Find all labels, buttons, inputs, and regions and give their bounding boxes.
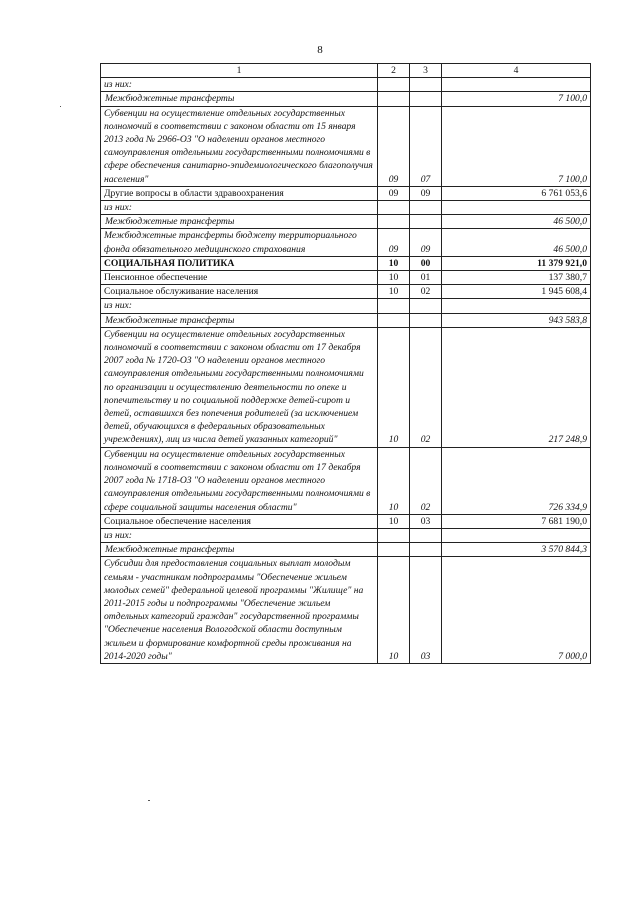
row-amount: 943 583,8 bbox=[442, 313, 591, 327]
row-subsection: 09 bbox=[410, 186, 442, 200]
row-section bbox=[378, 201, 410, 215]
table-row bbox=[101, 229, 591, 256]
table-row bbox=[101, 78, 591, 92]
row-section: 09 bbox=[378, 186, 410, 200]
row-name: Субвенции на осуществление отдельных государственных полномочий в соответствии с законом области от 17 декабря 2007 года № 1718-ОЗ "О наделении органов местного самоуправления отдельными государственными полномочиями в сфере социальной защиты населения области" bbox=[101, 447, 378, 514]
row-section bbox=[378, 78, 410, 92]
row-amount: 217 248,9 bbox=[442, 327, 591, 447]
row-section: 09 bbox=[378, 106, 410, 186]
row-subsection: 02 bbox=[410, 447, 442, 514]
row-subsection: 01 bbox=[410, 271, 442, 285]
col-header-amount: 4 bbox=[442, 64, 591, 78]
row-name: из них: bbox=[101, 299, 378, 313]
row-subsection: 02 bbox=[410, 327, 442, 447]
row-subsection bbox=[410, 92, 442, 106]
row-subsection: 03 bbox=[410, 557, 442, 664]
row-name: Межбюджетные трансферты бюджету территориального фонда обязательного медицинского страхования bbox=[101, 229, 378, 256]
row-subsection: 07 bbox=[410, 106, 442, 186]
row-name: СОЦИАЛЬНАЯ ПОЛИТИКА bbox=[101, 256, 378, 270]
row-subsection: 02 bbox=[410, 285, 442, 299]
row-name: Субвенции на осуществление отдельных государственных полномочий в соответствии с законом области от 17 декабря 2007 года № 1720-ОЗ "О наделении органов местного самоуправления отдельными государственными полномочиями по организации и осуществлению деятельности по опеке и попечительству и по социальной поддержке детей-сирот и детей, оставшихся без попечения родителей (за исключением детей, обучающихся в федеральных образовательных учреждениях), лиц из числа детей указанных категорий" bbox=[101, 327, 378, 447]
row-section: 10 bbox=[378, 447, 410, 514]
row-section: 10 bbox=[378, 514, 410, 528]
row-amount bbox=[442, 201, 591, 215]
row-section: 10 bbox=[378, 271, 410, 285]
row-name: Межбюджетные трансферты bbox=[101, 92, 378, 106]
table-row bbox=[101, 271, 591, 285]
row-name: Межбюджетные трансферты bbox=[101, 215, 378, 229]
row-subsection bbox=[410, 313, 442, 327]
row-name: Пенсионное обеспечение bbox=[101, 271, 378, 285]
row-amount: 7 100,0 bbox=[442, 106, 591, 186]
col-header-subsection: 3 bbox=[410, 64, 442, 78]
row-amount bbox=[442, 299, 591, 313]
row-subsection bbox=[410, 528, 442, 542]
table-row bbox=[101, 256, 591, 270]
row-section: 10 bbox=[378, 327, 410, 447]
table-row bbox=[101, 543, 591, 557]
row-name: Социальное обеспечение населения bbox=[101, 514, 378, 528]
table-row bbox=[101, 215, 591, 229]
row-subsection bbox=[410, 543, 442, 557]
row-section bbox=[378, 313, 410, 327]
row-subsection: 00 bbox=[410, 256, 442, 270]
row-section bbox=[378, 215, 410, 229]
row-name: Межбюджетные трансферты bbox=[101, 543, 378, 557]
table-row bbox=[101, 313, 591, 327]
row-amount: 46 500,0 bbox=[442, 215, 591, 229]
row-amount: 11 379 921,0 bbox=[442, 256, 591, 270]
row-section: 09 bbox=[378, 229, 410, 256]
row-section: 10 bbox=[378, 285, 410, 299]
row-section bbox=[378, 299, 410, 313]
row-subsection bbox=[410, 299, 442, 313]
table-row bbox=[101, 299, 591, 313]
row-amount: 7 000,0 bbox=[442, 557, 591, 664]
row-name: Субсидии для предоставления социальных выплат молодым семьям - участникам подпрограммы "Обеспечение жильем молодых семей" федеральной целевой программы "Жилище" на 2011-2015 годы и подпрограммы "Обеспечение жильем отдельных категорий граждан" государственной программы "Обеспечение населения Вологодской области доступным жильем и формирование комфортной среды проживания на 2014-2020 годы" bbox=[101, 557, 378, 664]
row-amount: 137 380,7 bbox=[442, 271, 591, 285]
table-row bbox=[101, 106, 591, 186]
table-row bbox=[101, 514, 591, 528]
row-amount: 7 100,0 bbox=[442, 92, 591, 106]
table-header-row bbox=[101, 64, 591, 78]
row-subsection bbox=[410, 201, 442, 215]
col-header-name: 1 bbox=[101, 64, 378, 78]
row-subsection: 03 bbox=[410, 514, 442, 528]
table-row bbox=[101, 447, 591, 514]
scan-speck bbox=[60, 106, 61, 107]
row-amount: 7 681 190,0 bbox=[442, 514, 591, 528]
row-name: Субвенции на осуществление отдельных государственных полномочий в соответствии с законом области от 15 января 2013 года № 2966-ОЗ "О наделении органов местного самоуправления отдельными государственными полномочиями в сфере обеспечения санитарно-эпидемиологического благополучия населения" bbox=[101, 106, 378, 186]
row-amount: 3 570 844,3 bbox=[442, 543, 591, 557]
row-amount bbox=[442, 528, 591, 542]
row-name: Социальное обслуживание населения bbox=[101, 285, 378, 299]
row-amount bbox=[442, 78, 591, 92]
row-section: 10 bbox=[378, 256, 410, 270]
table-row bbox=[101, 201, 591, 215]
row-section: 10 bbox=[378, 557, 410, 664]
budget-table bbox=[100, 63, 591, 664]
table-row bbox=[101, 285, 591, 299]
table-row bbox=[101, 528, 591, 542]
row-amount: 46 500,0 bbox=[442, 229, 591, 256]
row-subsection bbox=[410, 78, 442, 92]
row-name: Другие вопросы в области здравоохранения bbox=[101, 186, 378, 200]
row-subsection: 09 bbox=[410, 229, 442, 256]
scan-speck bbox=[148, 800, 150, 801]
row-amount: 726 334,9 bbox=[442, 447, 591, 514]
table-row bbox=[101, 327, 591, 447]
row-subsection bbox=[410, 215, 442, 229]
row-name: Межбюджетные трансферты bbox=[101, 313, 378, 327]
row-section bbox=[378, 528, 410, 542]
table-row bbox=[101, 557, 591, 664]
row-name: из них: bbox=[101, 528, 378, 542]
page-number: 8 bbox=[317, 44, 323, 56]
table-row bbox=[101, 92, 591, 106]
row-name: из них: bbox=[101, 78, 378, 92]
row-section bbox=[378, 92, 410, 106]
row-name: из них: bbox=[101, 201, 378, 215]
row-amount: 1 945 608,4 bbox=[442, 285, 591, 299]
col-header-section: 2 bbox=[378, 64, 410, 78]
row-section bbox=[378, 543, 410, 557]
table-row bbox=[101, 186, 591, 200]
row-amount: 6 761 053,6 bbox=[442, 186, 591, 200]
